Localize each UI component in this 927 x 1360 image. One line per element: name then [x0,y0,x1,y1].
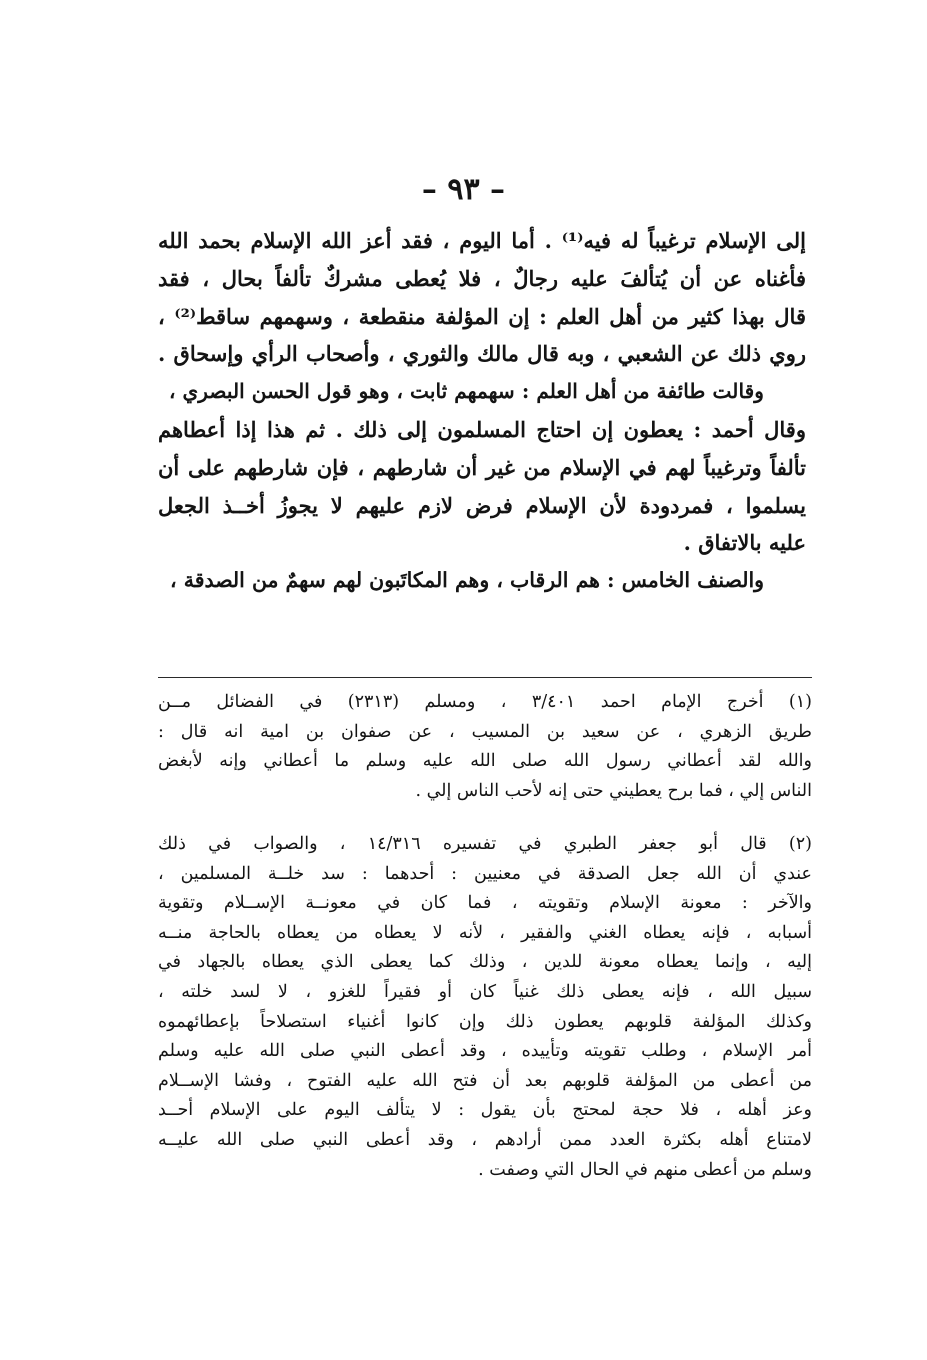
footnote-line: (١) أخرج الإمام احمد ٣/٤٠١ ، ومسلم (٢٣١٣) في الفضائل مــن [158,692,812,712]
main-text-line: فأغناه عن أن يُتألفَ عليه رجالٌ ، فلا يُعطى مشركٌ تألفاً بحال ، فقد [158,265,806,291]
footnote-line: عندي أن الله جعل الصدقة في معنيين : أحدهما : سد خلــة المسلمين ، [158,863,812,884]
footnote-1 [158,688,812,806]
footnote-line: وكذلك المؤلفة قلوبهم يعطون ذلك وإن كانوا أغنياء استصلاحاً بإعطائهموه [158,1011,812,1032]
main-text-line: وقالت طائفة من أهل العلم : سهمهم ثابت ، وهو قول الحسن البصري ، [168,379,764,404]
footnote-line: والآخر : معونة الإسلام وتقويته ، فما كان في معونــة الإســلام وتقوية [158,893,812,914]
footnote-line: طريق الزهري ، عن سعيد بن المسيب ، عن صفوان بن امية انه قال : [158,721,812,742]
main-text-line: قال بهذا كثير من أهل العلم : إن المؤلفة منقطعة ، وسهمهم ساقط⁽²⁾ ، [158,303,806,329]
footnote-line: سبيل الله ، فإنه يعطى ذلك غنياً كان أو فقيراً للغزو ، لا لسد خلته ، [158,981,812,1002]
main-text-line: عليه بالاتفاق . [683,530,806,556]
main-text-line: والصنف الخامس : هم الرقاب ، وهم المكاتَبون لهم سهمٌ من الصدقة ، [170,568,764,593]
page-number: – ٩٣ – [421,172,506,207]
main-text-line: إلى الإسلام ترغيباً له فيه⁽¹⁾ . أما اليوم ، فقد أعز الله الإسلام بحمد الله [158,228,806,253]
main-text [158,222,806,600]
footnote-line: أمر الإسلام ، وطلب تقويته وتأييده ، وقد أعطى النبي صلى الله عليه وسلم [158,1041,812,1062]
footnote-line: والله لقد أعطاني رسول الله صلى الله عليه وسلم ما أعطاني وإنه لأبغض [158,751,812,772]
footnote-line: إليه ، وإنما يعطاه معونة للدين ، وذلك كما يعطى الذي يعطاه بالجهاد في [158,952,812,973]
footnote-separator [158,677,812,678]
main-text-line: وقال أحمد : يعطون إن احتاج المسلمون إلى ذلك . ثم هذا إذا أعطاهم [158,416,806,442]
main-text-line: روي ذلك عن الشعبي ، وبه قال مالك والثوري ، وأصحاب الرأي وإسحاق . [158,341,806,367]
main-text-line: يسلموا ، فمردودة لأن الإسلام فرض لازم عليهم لا يجوزُ أخــذ الجعل [158,492,806,518]
main-text-line: تألفاً وترغيباً لهم في الإسلام من غير أن شارطهم ، فإن شارطهم على أن [158,454,806,480]
footnote-line: وعز أهله ، فلا حجة لمحتج بأن يقول : لا يتألف اليوم على الإسلام أحــد [158,1100,812,1121]
footnote-line: الناس إلي ، فما برح يعطيني حتى إنه لأحب الناس إلي . [415,780,812,801]
footnote-line: من أعطى من المؤلفة قلوبهم بعد أن فتح الله عليه الفتوح ، وفشا الإســلام [158,1070,812,1091]
footnote-line: وسلم من أعطى منهم في الحال التي وصفت . [478,1159,812,1180]
footnote-line: لامتناع أهله بكثرة العدد ممن أرادهم ، وقد أعطى النبي صلى الله عليــه [158,1129,812,1150]
footnote-2 [158,830,812,1185]
footnote-line: (٢) قال أبو جعفر الطبري في تفسيره ١٤/٣١٦ ، والصواب في ذلك [158,834,812,854]
footnote-line: أسبابه ، فإنه يعطاه الغني والفقير ، لأنه لا يعطاه من يعطاه بالحاجة منــه [158,922,812,943]
